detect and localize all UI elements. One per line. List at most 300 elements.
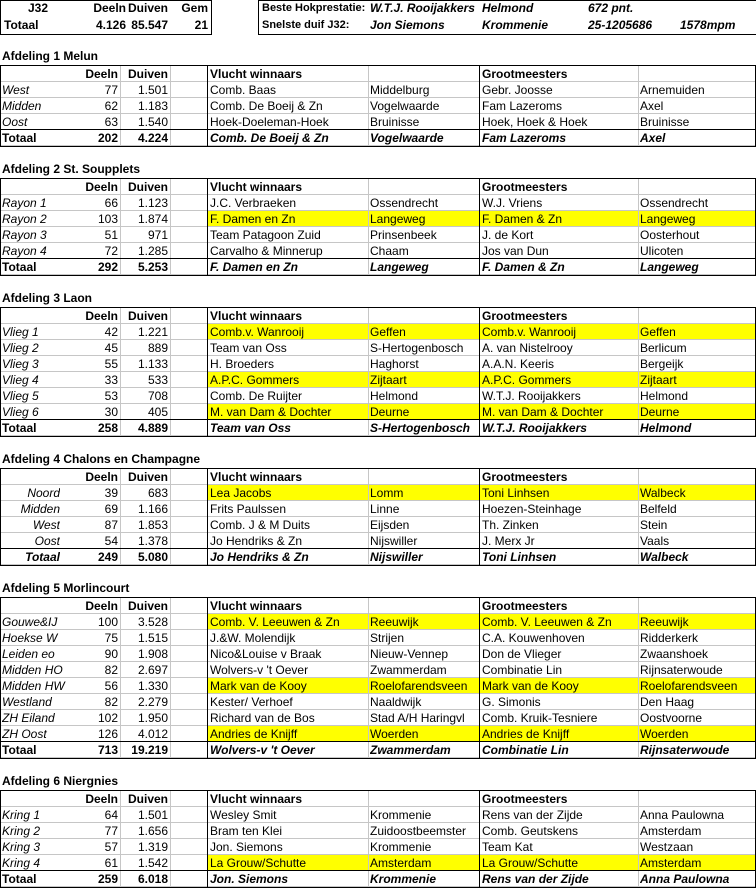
row-label: Rayon 1 bbox=[2, 196, 47, 210]
col-header-deeln: Deeln bbox=[85, 309, 118, 323]
row-grootmeester: W.T.J. Rooijakkers bbox=[482, 389, 581, 403]
row-duiven: 1.378 bbox=[137, 534, 168, 548]
row-duiven: 1.133 bbox=[137, 357, 168, 371]
total-deeln: 258 bbox=[97, 421, 118, 435]
table-border bbox=[0, 436, 756, 437]
col-header-deeln: Deeln bbox=[85, 470, 118, 484]
col-header-duiven: Duiven bbox=[127, 67, 168, 81]
row-vlucht-plaats: Lomm bbox=[370, 486, 404, 500]
row-vlucht-winnaar: Team Patagoon Zuid bbox=[210, 228, 321, 242]
col-header-vlucht: Vlucht winnaars bbox=[210, 470, 303, 484]
row-grootmeester: J. Merx Jr bbox=[482, 534, 535, 548]
section-title: Afdeling 4 Chalons en Champagne bbox=[2, 452, 201, 466]
row-vlucht-plaats: Zwammerdam bbox=[370, 663, 447, 677]
col-header-deeln: Deeln bbox=[85, 180, 118, 194]
total-grootmeester: F. Damen & Zn bbox=[482, 260, 565, 274]
row-vlucht-plaats: Krommenie bbox=[370, 808, 432, 822]
total-grootmeester: W.T.J. Rooijakkers bbox=[482, 421, 587, 435]
total-grootmeester-plaats: Rijnsaterwoude bbox=[640, 743, 730, 757]
total-duiven: 4.889 bbox=[137, 421, 168, 435]
row-grootmeester: Andries de Knijff bbox=[482, 727, 570, 741]
table-border bbox=[479, 790, 480, 888]
row-grootmeester: A.P.C. Gommers bbox=[482, 373, 572, 387]
row-grootmeester-plaats: Anna Paulowna bbox=[640, 808, 725, 822]
row-grootmeester: Comb. V. Leeuwen & Zn bbox=[482, 615, 612, 629]
row-vlucht-winnaar: A.P.C. Gommers bbox=[210, 373, 300, 387]
row-vlucht-plaats: Ossendrecht bbox=[370, 196, 439, 210]
total-label: Totaal bbox=[2, 260, 37, 274]
gem-header: Gem bbox=[181, 1, 208, 15]
row-vlucht-plaats: Zuidoostbeemster bbox=[370, 824, 467, 838]
row-grootmeester-plaats: Arnemuiden bbox=[640, 83, 705, 97]
grid-line bbox=[638, 790, 639, 888]
table-border bbox=[0, 146, 756, 147]
row-vlucht-plaats: Roelofarendsveen bbox=[370, 679, 468, 693]
beste-points: 672 pnt. bbox=[588, 1, 634, 15]
row-grootmeester: La Grouw/Schutte bbox=[482, 856, 579, 870]
row-deeln: 72 bbox=[104, 244, 118, 258]
row-deeln: 56 bbox=[104, 679, 118, 693]
grid-line bbox=[368, 790, 369, 888]
row-grootmeester: Rens van der Zijde bbox=[482, 808, 583, 822]
row-label: ZH Eiland bbox=[2, 711, 55, 725]
row-deeln: 77 bbox=[104, 824, 118, 838]
row-grootmeester-plaats: Langeweg bbox=[640, 212, 696, 226]
row-grootmeester: Hoek, Hoek & Hoek bbox=[482, 115, 588, 129]
row-deeln: 55 bbox=[104, 357, 118, 371]
table-border bbox=[479, 307, 480, 437]
row-grootmeester: Jos van Dun bbox=[482, 244, 549, 258]
row-grootmeester-plaats: Zijtaart bbox=[640, 373, 677, 387]
grid-line bbox=[120, 178, 121, 276]
col-header-vlucht: Vlucht winnaars bbox=[210, 792, 303, 806]
row-grootmeester-plaats: Berlicum bbox=[640, 341, 687, 355]
row-grootmeester-plaats: Axel bbox=[640, 99, 664, 113]
total-vlucht-winnaar: Wolvers-v 't Oever bbox=[210, 743, 315, 757]
row-label: Vlieg 2 bbox=[2, 341, 39, 355]
snelste-speed: 1578mpm bbox=[680, 18, 736, 32]
row-grootmeester: Toni Linhsen bbox=[482, 486, 550, 500]
table-border bbox=[0, 565, 756, 566]
total-label: Totaal bbox=[2, 421, 37, 435]
row-deeln: 63 bbox=[104, 115, 118, 129]
row-vlucht-plaats: Krommenie bbox=[370, 840, 432, 854]
row-deeln: 33 bbox=[104, 373, 118, 387]
row-grootmeester-plaats: Zwaanshoek bbox=[640, 647, 709, 661]
col-header-vlucht: Vlucht winnaars bbox=[210, 67, 303, 81]
row-duiven: 4.012 bbox=[137, 727, 168, 741]
row-deeln: 61 bbox=[104, 856, 118, 870]
row-label: Oost bbox=[2, 115, 28, 129]
total-deeln: 713 bbox=[97, 743, 118, 757]
table-border bbox=[0, 275, 756, 276]
col-header-duiven: Duiven bbox=[127, 309, 168, 323]
row-vlucht-plaats: Zijtaart bbox=[370, 373, 407, 387]
row-deeln: 62 bbox=[104, 99, 118, 113]
row-label: Noord bbox=[27, 486, 60, 500]
row-grootmeester: Gebr. Joosse bbox=[482, 83, 553, 97]
row-grootmeester-plaats: Den Haag bbox=[640, 695, 695, 709]
row-duiven: 683 bbox=[147, 486, 168, 500]
totaal-duiven: 85.547 bbox=[131, 18, 168, 32]
total-grootmeester: Combinatie Lin bbox=[482, 743, 569, 757]
row-label: Rayon 2 bbox=[2, 212, 47, 226]
row-vlucht-winnaar: Nico&Louise v Braak bbox=[210, 647, 322, 661]
row-duiven: 1.540 bbox=[137, 115, 168, 129]
row-grootmeester: J. de Kort bbox=[482, 228, 534, 242]
duiven-header: Duiven bbox=[127, 1, 168, 15]
totaal-deeln: 4.126 bbox=[95, 18, 126, 32]
row-vlucht-plaats: Amsterdam bbox=[370, 856, 432, 870]
grid-line bbox=[638, 178, 639, 276]
total-vlucht-winnaar: Jon. Siemons bbox=[210, 872, 289, 886]
total-duiven: 5.253 bbox=[137, 260, 168, 274]
row-duiven: 708 bbox=[147, 389, 168, 403]
total-duiven: 6.018 bbox=[137, 872, 168, 886]
col-header-groot: Grootmeesters bbox=[482, 470, 568, 484]
total-duiven: 5.080 bbox=[137, 550, 168, 564]
row-grootmeester-plaats: Ulicoten bbox=[640, 244, 684, 258]
row-vlucht-winnaar: Comb. V. Leeuwen & Zn bbox=[210, 615, 340, 629]
row-deeln: 66 bbox=[104, 196, 118, 210]
grid-line bbox=[638, 468, 639, 566]
row-grootmeester-plaats: Ossendrecht bbox=[640, 196, 709, 210]
row-vlucht-winnaar: Jo Hendriks & Zn bbox=[210, 534, 303, 548]
row-grootmeester: Fam Lazeroms bbox=[482, 99, 563, 113]
row-deeln: 90 bbox=[104, 647, 118, 661]
table-border bbox=[207, 65, 208, 147]
row-vlucht-plaats: Nieuw-Vennep bbox=[370, 647, 449, 661]
total-vlucht-winnaar: Jo Hendriks & Zn bbox=[210, 550, 309, 564]
row-duiven: 1.950 bbox=[137, 711, 168, 725]
row-vlucht-plaats: Geffen bbox=[370, 325, 406, 339]
row-duiven: 1.285 bbox=[137, 244, 168, 258]
total-vlucht-plaats: Krommenie bbox=[370, 872, 437, 886]
row-label: Vlieg 1 bbox=[2, 325, 39, 339]
total-vlucht-plaats: Vogelwaarde bbox=[370, 131, 444, 145]
row-duiven: 1.656 bbox=[137, 824, 168, 838]
grid-line bbox=[368, 307, 369, 437]
row-vlucht-plaats: Langeweg bbox=[370, 212, 426, 226]
row-grootmeester-plaats: Ridderkerk bbox=[640, 631, 699, 645]
row-vlucht-plaats: Strijen bbox=[370, 631, 405, 645]
row-label: ZH Oost bbox=[2, 727, 47, 741]
row-vlucht-winnaar: J.C. Verbraeken bbox=[210, 196, 297, 210]
row-vlucht-plaats: Vogelwaarde bbox=[370, 99, 440, 113]
row-label: Westland bbox=[2, 695, 52, 709]
grid-line bbox=[120, 790, 121, 888]
grid-line bbox=[120, 597, 121, 759]
col-header-vlucht: Vlucht winnaars bbox=[210, 180, 303, 194]
row-deeln: 51 bbox=[104, 228, 118, 242]
row-vlucht-plaats: Eijsden bbox=[370, 518, 410, 532]
row-duiven: 1.874 bbox=[137, 212, 168, 226]
row-grootmeester: F. Damen & Zn bbox=[482, 212, 563, 226]
row-label: Kring 4 bbox=[2, 856, 41, 870]
row-deeln: 64 bbox=[104, 808, 118, 822]
table-border bbox=[0, 790, 1, 888]
row-grootmeester: Team Kat bbox=[482, 840, 533, 854]
row-grootmeester: W.J. Vriens bbox=[482, 196, 543, 210]
row-grootmeester: A. van Nistelrooy bbox=[482, 341, 573, 355]
total-label: Totaal bbox=[25, 550, 60, 564]
row-label: Kring 2 bbox=[2, 824, 41, 838]
table-border bbox=[0, 597, 1, 759]
col-header-groot: Grootmeesters bbox=[482, 599, 568, 613]
row-deeln: 75 bbox=[104, 631, 118, 645]
col-header-duiven: Duiven bbox=[127, 470, 168, 484]
row-label: West bbox=[32, 518, 60, 532]
row-label: Midden HW bbox=[2, 679, 65, 693]
row-duiven: 1.221 bbox=[137, 325, 168, 339]
total-vlucht-winnaar: Team van Oss bbox=[210, 421, 291, 435]
row-duiven: 1.853 bbox=[137, 518, 168, 532]
row-vlucht-plaats: Naaldwijk bbox=[370, 695, 422, 709]
section-title: Afdeling 5 Morlincourt bbox=[2, 581, 130, 595]
deeln-header: Deeln bbox=[93, 1, 126, 15]
col-header-vlucht: Vlucht winnaars bbox=[210, 309, 303, 323]
total-vlucht-winnaar: Comb. De Boeij & Zn bbox=[210, 131, 329, 145]
total-label: Totaal bbox=[2, 872, 37, 886]
row-deeln: 126 bbox=[97, 727, 118, 741]
row-vlucht-winnaar: Carvalho & Minnerup bbox=[210, 244, 323, 258]
row-label: Midden bbox=[2, 99, 42, 113]
row-grootmeester-plaats: Geffen bbox=[640, 325, 676, 339]
total-grootmeester-plaats: Anna Paulowna bbox=[640, 872, 730, 886]
total-grootmeester: Rens van der Zijde bbox=[482, 872, 589, 886]
row-grootmeester-plaats: Walbeck bbox=[640, 486, 686, 500]
row-vlucht-plaats: Woerden bbox=[370, 727, 419, 741]
row-grootmeester: Comb.v. Wanrooij bbox=[482, 325, 577, 339]
row-vlucht-winnaar: Comb. J & M Duits bbox=[210, 518, 311, 532]
row-vlucht-plaats: Prinsenbeek bbox=[370, 228, 437, 242]
snelste-name: Jon Siemons bbox=[370, 18, 445, 32]
table-border bbox=[207, 307, 208, 437]
totaal-label: Totaal bbox=[4, 18, 39, 32]
total-vlucht-winnaar: F. Damen en Zn bbox=[210, 260, 299, 274]
row-label: Hoekse W bbox=[2, 631, 58, 645]
row-label: Kring 1 bbox=[2, 808, 41, 822]
row-vlucht-winnaar: Hoek-Doeleman-Hoek bbox=[210, 115, 329, 129]
table-border bbox=[0, 468, 1, 566]
row-label: Kring 3 bbox=[2, 840, 41, 854]
row-vlucht-winnaar: J.&W. Molendijk bbox=[210, 631, 296, 645]
row-label: Vlieg 6 bbox=[2, 405, 39, 419]
row-duiven: 971 bbox=[147, 228, 168, 242]
row-duiven: 2.279 bbox=[137, 695, 168, 709]
total-duiven: 4.224 bbox=[137, 131, 168, 145]
row-vlucht-plaats: Nijswiller bbox=[370, 534, 418, 548]
row-grootmeester: M. van Dam & Dochter bbox=[482, 405, 604, 419]
total-grootmeester-plaats: Langeweg bbox=[640, 260, 699, 274]
row-deeln: 42 bbox=[104, 325, 118, 339]
beste-label: Beste Hokprestatie: bbox=[262, 2, 366, 14]
row-vlucht-winnaar: M. van Dam & Dochter bbox=[210, 405, 332, 419]
totaal-gem: 21 bbox=[194, 18, 208, 32]
row-deeln: 82 bbox=[104, 695, 118, 709]
grid-line bbox=[170, 65, 171, 147]
grid-line bbox=[368, 65, 369, 147]
grid-line bbox=[170, 178, 171, 276]
row-grootmeester: G. Simonis bbox=[482, 695, 541, 709]
row-deeln: 30 bbox=[104, 405, 118, 419]
row-vlucht-plaats: Middelburg bbox=[370, 83, 430, 97]
row-vlucht-winnaar: Kester/ Verhoef bbox=[210, 695, 293, 709]
row-grootmeester: Hoezen-Steinhage bbox=[482, 502, 582, 516]
row-deeln: 54 bbox=[104, 534, 118, 548]
grid-line bbox=[120, 65, 121, 147]
table-border bbox=[0, 65, 1, 147]
col-header-duiven: Duiven bbox=[127, 180, 168, 194]
row-grootmeester-plaats: Deurne bbox=[640, 405, 680, 419]
row-duiven: 1.183 bbox=[137, 99, 168, 113]
table-border bbox=[207, 790, 208, 888]
col-header-deeln: Deeln bbox=[85, 599, 118, 613]
col-header-groot: Grootmeesters bbox=[482, 67, 568, 81]
row-duiven: 1.330 bbox=[137, 679, 168, 693]
j32-label: J32 bbox=[28, 1, 49, 15]
row-vlucht-plaats: Deurne bbox=[370, 405, 410, 419]
snelste-label: Snelste duif J32: bbox=[262, 19, 350, 31]
row-grootmeester-plaats: Belfeld bbox=[640, 502, 677, 516]
row-grootmeester-plaats: Stein bbox=[640, 518, 668, 532]
row-duiven: 1.166 bbox=[137, 502, 168, 516]
row-grootmeester-plaats: Woerden bbox=[640, 727, 689, 741]
grid-line bbox=[170, 468, 171, 566]
row-duiven: 1.319 bbox=[137, 840, 168, 854]
row-duiven: 1.501 bbox=[137, 83, 168, 97]
col-header-duiven: Duiven bbox=[127, 599, 168, 613]
row-grootmeester-plaats: Reeuwijk bbox=[640, 615, 689, 629]
row-duiven: 1.515 bbox=[137, 631, 168, 645]
section-title: Afdeling 2 St. Soupplets bbox=[2, 162, 141, 176]
row-deeln: 103 bbox=[97, 212, 118, 226]
grid-line bbox=[170, 597, 171, 759]
grid-line bbox=[120, 307, 121, 437]
row-grootmeester: Comb. Kruik-Tesniere bbox=[482, 711, 598, 725]
row-vlucht-plaats: Reeuwijk bbox=[370, 615, 419, 629]
table-border bbox=[207, 178, 208, 276]
total-deeln: 202 bbox=[97, 131, 118, 145]
row-grootmeester-plaats: Vaals bbox=[640, 534, 670, 548]
row-label: Oost bbox=[34, 534, 60, 548]
row-duiven: 405 bbox=[147, 405, 168, 419]
row-grootmeester-plaats: Oostvoorne bbox=[640, 711, 703, 725]
row-vlucht-winnaar: F. Damen en Zn bbox=[210, 212, 296, 226]
snelste-place: Krommenie bbox=[482, 18, 549, 32]
total-label: Totaal bbox=[2, 743, 37, 757]
grid-line bbox=[368, 597, 369, 759]
row-duiven: 533 bbox=[147, 373, 168, 387]
total-deeln: 249 bbox=[97, 550, 118, 564]
table-border bbox=[0, 758, 756, 759]
row-vlucht-plaats: Helmond bbox=[370, 389, 419, 403]
row-vlucht-winnaar: Wolvers-v 't Oever bbox=[210, 663, 309, 677]
total-deeln: 259 bbox=[97, 872, 118, 886]
total-grootmeester-plaats: Axel bbox=[640, 131, 666, 145]
row-label: Vlieg 3 bbox=[2, 357, 39, 371]
total-duiven: 19.219 bbox=[131, 743, 168, 757]
row-label: Midden HO bbox=[2, 663, 63, 677]
row-vlucht-winnaar: Mark van de Kooy bbox=[210, 679, 307, 693]
col-header-deeln: Deeln bbox=[85, 67, 118, 81]
row-deeln: 39 bbox=[104, 486, 118, 500]
row-deeln: 53 bbox=[104, 389, 118, 403]
row-grootmeester: Comb. Geutskens bbox=[482, 824, 579, 838]
row-label: Vlieg 4 bbox=[2, 373, 39, 387]
row-label: Rayon 4 bbox=[2, 244, 47, 258]
grid-line bbox=[170, 790, 171, 888]
total-grootmeester: Fam Lazeroms bbox=[482, 131, 567, 145]
row-duiven: 1.501 bbox=[137, 808, 168, 822]
grid-line bbox=[638, 65, 639, 147]
row-duiven: 3.528 bbox=[137, 615, 168, 629]
table-border bbox=[479, 468, 480, 566]
row-duiven: 1.123 bbox=[137, 196, 168, 210]
row-duiven: 889 bbox=[147, 341, 168, 355]
table-border bbox=[0, 178, 1, 276]
row-duiven: 1.908 bbox=[137, 647, 168, 661]
row-deeln: 57 bbox=[104, 840, 118, 854]
col-header-deeln: Deeln bbox=[85, 792, 118, 806]
row-vlucht-winnaar: La Grouw/Schutte bbox=[210, 856, 307, 870]
total-grootmeester-plaats: Helmond bbox=[640, 421, 692, 435]
grid-line bbox=[368, 468, 369, 566]
row-grootmeester: Combinatie Lin bbox=[482, 663, 563, 677]
row-deeln: 100 bbox=[97, 615, 118, 629]
row-grootmeester-plaats: Helmond bbox=[640, 389, 689, 403]
row-grootmeester-plaats: Bergeijk bbox=[640, 357, 684, 371]
row-vlucht-winnaar: Comb. Baas bbox=[210, 83, 277, 97]
grid-line bbox=[120, 468, 121, 566]
row-vlucht-winnaar: Comb.v. Wanrooij bbox=[210, 325, 305, 339]
grid-line bbox=[368, 178, 369, 276]
row-label: West bbox=[2, 83, 30, 97]
grid-line bbox=[638, 597, 639, 759]
total-vlucht-plaats: S-Hertogenbosch bbox=[370, 421, 471, 435]
section-title: Afdeling 1 Melun bbox=[2, 49, 98, 63]
col-header-groot: Grootmeesters bbox=[482, 309, 568, 323]
row-deeln: 45 bbox=[104, 341, 118, 355]
row-vlucht-winnaar: Bram ten Klei bbox=[210, 824, 283, 838]
table-border bbox=[479, 597, 480, 759]
row-vlucht-plaats: Linne bbox=[370, 502, 400, 516]
table-border bbox=[479, 178, 480, 276]
row-grootmeester: A.A.N. Keeris bbox=[482, 357, 555, 371]
table-border bbox=[207, 597, 208, 759]
row-label: Vlieg 5 bbox=[2, 389, 39, 403]
row-vlucht-plaats: Bruinisse bbox=[370, 115, 420, 129]
row-grootmeester: Th. Zinken bbox=[482, 518, 539, 532]
row-deeln: 82 bbox=[104, 663, 118, 677]
total-vlucht-plaats: Langeweg bbox=[370, 260, 429, 274]
col-header-groot: Grootmeesters bbox=[482, 180, 568, 194]
row-label: Leiden eo bbox=[2, 647, 55, 661]
table-border bbox=[479, 65, 480, 147]
total-deeln: 292 bbox=[97, 260, 118, 274]
row-grootmeester-plaats: Roelofarendsveen bbox=[640, 679, 738, 693]
row-grootmeester: C.A. Kouwenhoven bbox=[482, 631, 585, 645]
row-duiven: 2.697 bbox=[137, 663, 168, 677]
table-border bbox=[207, 468, 208, 566]
row-grootmeester-plaats: Amsterdam bbox=[640, 856, 702, 870]
row-vlucht-winnaar: Andries de Knijff bbox=[210, 727, 298, 741]
row-grootmeester-plaats: Oosterhout bbox=[640, 228, 700, 242]
row-vlucht-plaats: Stad A/H Haringvl bbox=[370, 711, 465, 725]
row-label: Rayon 3 bbox=[2, 228, 47, 242]
row-vlucht-winnaar: Lea Jacobs bbox=[210, 486, 272, 500]
row-vlucht-winnaar: Richard van de Bos bbox=[210, 711, 315, 725]
